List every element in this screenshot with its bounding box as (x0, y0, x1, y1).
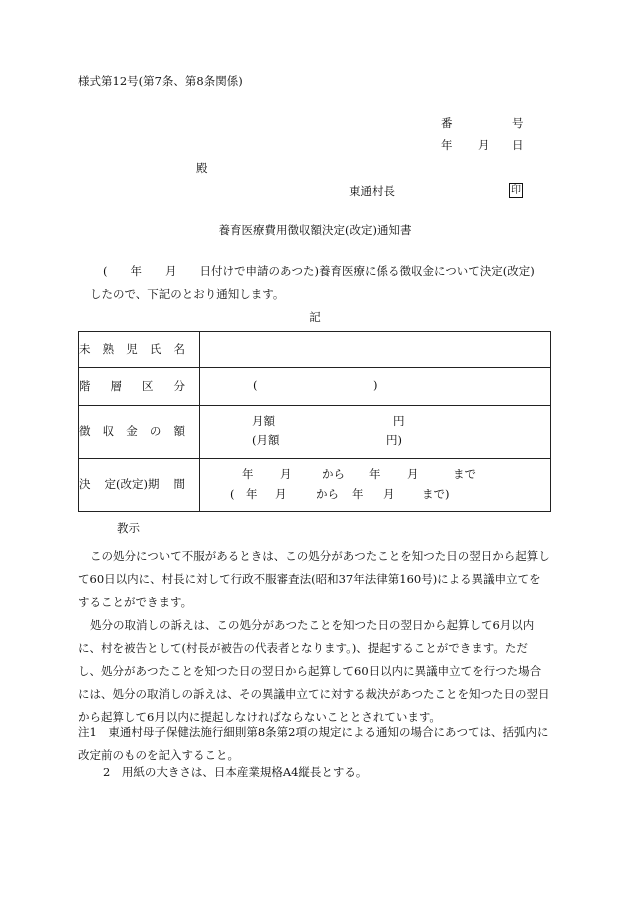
period-year-1: 年 (242, 467, 254, 481)
label-char: 熟 (102, 341, 115, 356)
notice-paragraph-2: 処分の取消しの訴えは、この処分があつたことを知つた日の翌日から起算して6月以内に、村を被告として(村長が被告の代表者となります。)、提起することができます。ただし、処分があつたことを知つた日の翌日から起算して60日以内に異議申立てを行つた場合には、処分の取消しの訴えは、その異議申立てに対する裁決があつたことを知つた日の翌日から起算して6月以内に提起しなければならないこととされています。 (78, 618, 550, 724)
period-until-2: まで) (422, 487, 450, 501)
value-period[interactable] (200, 459, 551, 512)
period-year-4: 年 (352, 487, 364, 501)
label-char: の (149, 424, 162, 439)
date-month-label: 月 (478, 138, 490, 152)
period-paren-open: ( (230, 487, 235, 501)
notice-heading: 教示 (117, 521, 140, 535)
label-char: 金 (126, 424, 138, 439)
label-char: 児 (126, 341, 138, 356)
label-char: 額 (173, 424, 185, 439)
label-char: 階 (79, 378, 91, 393)
label-period (79, 459, 200, 512)
number-label-go: 号 (512, 116, 524, 130)
class-paren-close: ) (373, 378, 378, 392)
label-amount (79, 406, 200, 459)
notice-paragraph-1: この処分について不服があるときは、この処分があつたことを知つた日の翌日から起算して60日以内に、村長に対して行政不服審査法(昭和37年法律第160号)による異議申立てをすることができます。 (78, 549, 550, 609)
addressee-honorific: 殿 (196, 161, 208, 175)
label-char: 定(改定)期 (104, 477, 160, 492)
label-char: 徴 (79, 424, 91, 439)
intro-line-1: ( 年 月 日付けで申請のあつた)養育医療に係る徴収金について決定(改定) (103, 264, 535, 278)
label-char: 未 (79, 341, 91, 356)
period-year-3: 年 (246, 487, 258, 501)
label-char: 氏 (149, 341, 162, 356)
intro-line-2: したので、下記のとおり通知します。 (90, 287, 285, 301)
number-label-ban: 番 (441, 116, 453, 130)
issuer-mayor: 東通村長 (349, 184, 395, 198)
value-child-name[interactable] (200, 332, 551, 368)
date-year-label: 年 (441, 138, 453, 152)
ki-heading: 記 (309, 310, 321, 324)
form-table (78, 331, 551, 512)
label-char: 層 (110, 378, 122, 393)
period-until-1: まで (453, 467, 476, 481)
date-day-label: 日 (512, 138, 524, 152)
seal-mark: 印 (511, 185, 521, 196)
label-child-name (79, 332, 200, 368)
period-month-4: 月 (383, 487, 395, 501)
period-year-2: 年 (369, 467, 381, 481)
period-from-1: から (322, 467, 345, 481)
label-char: 決 (79, 477, 91, 492)
label-char: 名 (173, 341, 185, 356)
table-row-child-name (79, 332, 551, 368)
period-month-2: 月 (407, 467, 419, 481)
period-month-1: 月 (280, 467, 292, 481)
label-char: 間 (173, 477, 185, 492)
document-title: 養育医療費用徴収額決定(改定)通知書 (218, 223, 412, 237)
label-class (79, 368, 200, 406)
yen-prior-label: 円) (386, 433, 402, 447)
note-2: 2 用紙の大きさは、日本産業規格A4縦長とする。 (103, 765, 368, 779)
label-char: 収 (102, 424, 115, 439)
monthly-label: 月額 (252, 414, 275, 428)
monthly-prior-label: (月額 (252, 433, 280, 447)
period-month-3: 月 (275, 487, 287, 501)
label-char: 分 (173, 378, 185, 393)
class-paren-open: ( (253, 378, 258, 392)
note-1: 注1 東通村母子保健法施行細則第8条第2項の規定による通知の場合にあつては、括弧内に改定前のものを記入すること。 (78, 725, 549, 762)
value-amount[interactable] (200, 406, 551, 459)
form-number: 様式第12号(第7条、第8条関係) (78, 74, 243, 88)
value-class[interactable] (200, 368, 551, 406)
table-row-period (79, 459, 551, 512)
period-from-2: から (316, 487, 339, 501)
table-row-class (79, 368, 551, 406)
yen-label: 円 (393, 414, 405, 428)
table-row-amount (79, 406, 551, 459)
label-char: 区 (142, 378, 154, 393)
